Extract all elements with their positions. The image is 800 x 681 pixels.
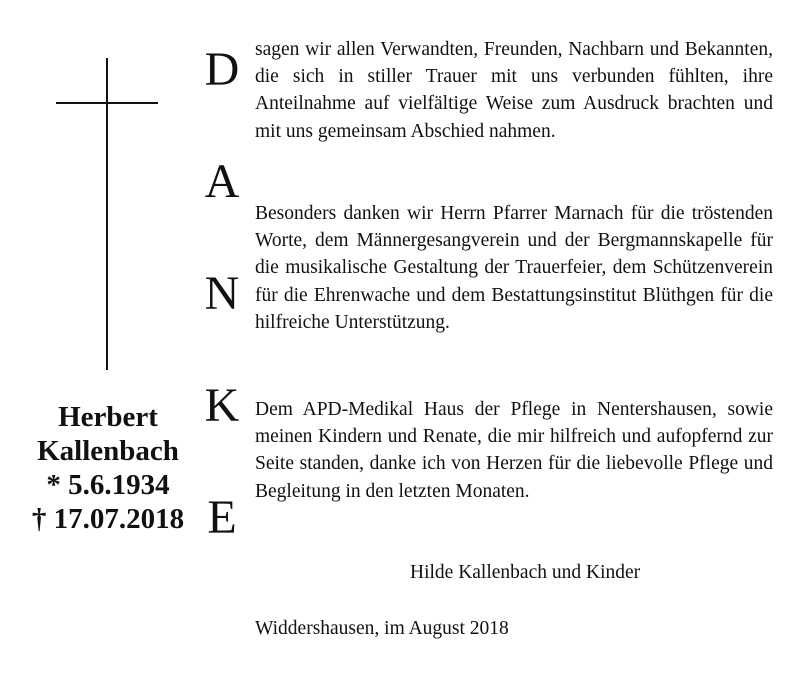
thanks-paragraph-3: Dem APD-Medikal Haus der Pflege in Nentershausen, sowie meinen Kindern und Renate, die mir hilfreich und aufopfernd zur Seite standen, danke ich von Herzen für die liebevolle Pflege und Begleitung in den letzten Monaten. bbox=[255, 399, 773, 502]
signature: Hilde Kallenbach und Kinder bbox=[410, 562, 641, 583]
danke-letter-e: E bbox=[207, 491, 237, 544]
thanks-paragraph-1: sagen wir allen Verwandten, Freunden, Nachbarn und Bekannten, die sich in stiller Trauer mit uns verbunden fühlten, ihre Anteilnahme auf vielfältige Weise zum Ausdruck brachten und mit uns gemeinsam Abschied nahmen. bbox=[255, 39, 773, 142]
danke-letter-d: D bbox=[204, 43, 240, 96]
deceased-first-name: Herbert bbox=[58, 401, 158, 433]
place-date: Widdershausen, im August 2018 bbox=[255, 618, 509, 639]
danke-letter-k: K bbox=[204, 379, 240, 432]
danke-letter-n: N bbox=[204, 267, 240, 320]
deceased-last-name: Kallenbach bbox=[37, 435, 179, 467]
cross-vertical-bar bbox=[106, 58, 108, 370]
cross-horizontal-bar bbox=[56, 102, 158, 104]
birth-date: * 5.6.1934 bbox=[46, 469, 170, 501]
deceased-info bbox=[20, 400, 196, 536]
thanks-paragraph-2: Besonders danken wir Herrn Pfarrer Marnach für die tröstenden Worte, dem Männergesangverein und der Bergmannskapelle für die musikalische Gestaltung der Trauerfeier, dem Schützenverein für die Ehrenwache und dem Bestattungsinstitut Blüthgen für die hilfreiche Unterstützung. bbox=[255, 203, 773, 333]
danke-letter-a: A bbox=[204, 155, 240, 208]
death-date: † 17.07.2018 bbox=[31, 503, 185, 535]
